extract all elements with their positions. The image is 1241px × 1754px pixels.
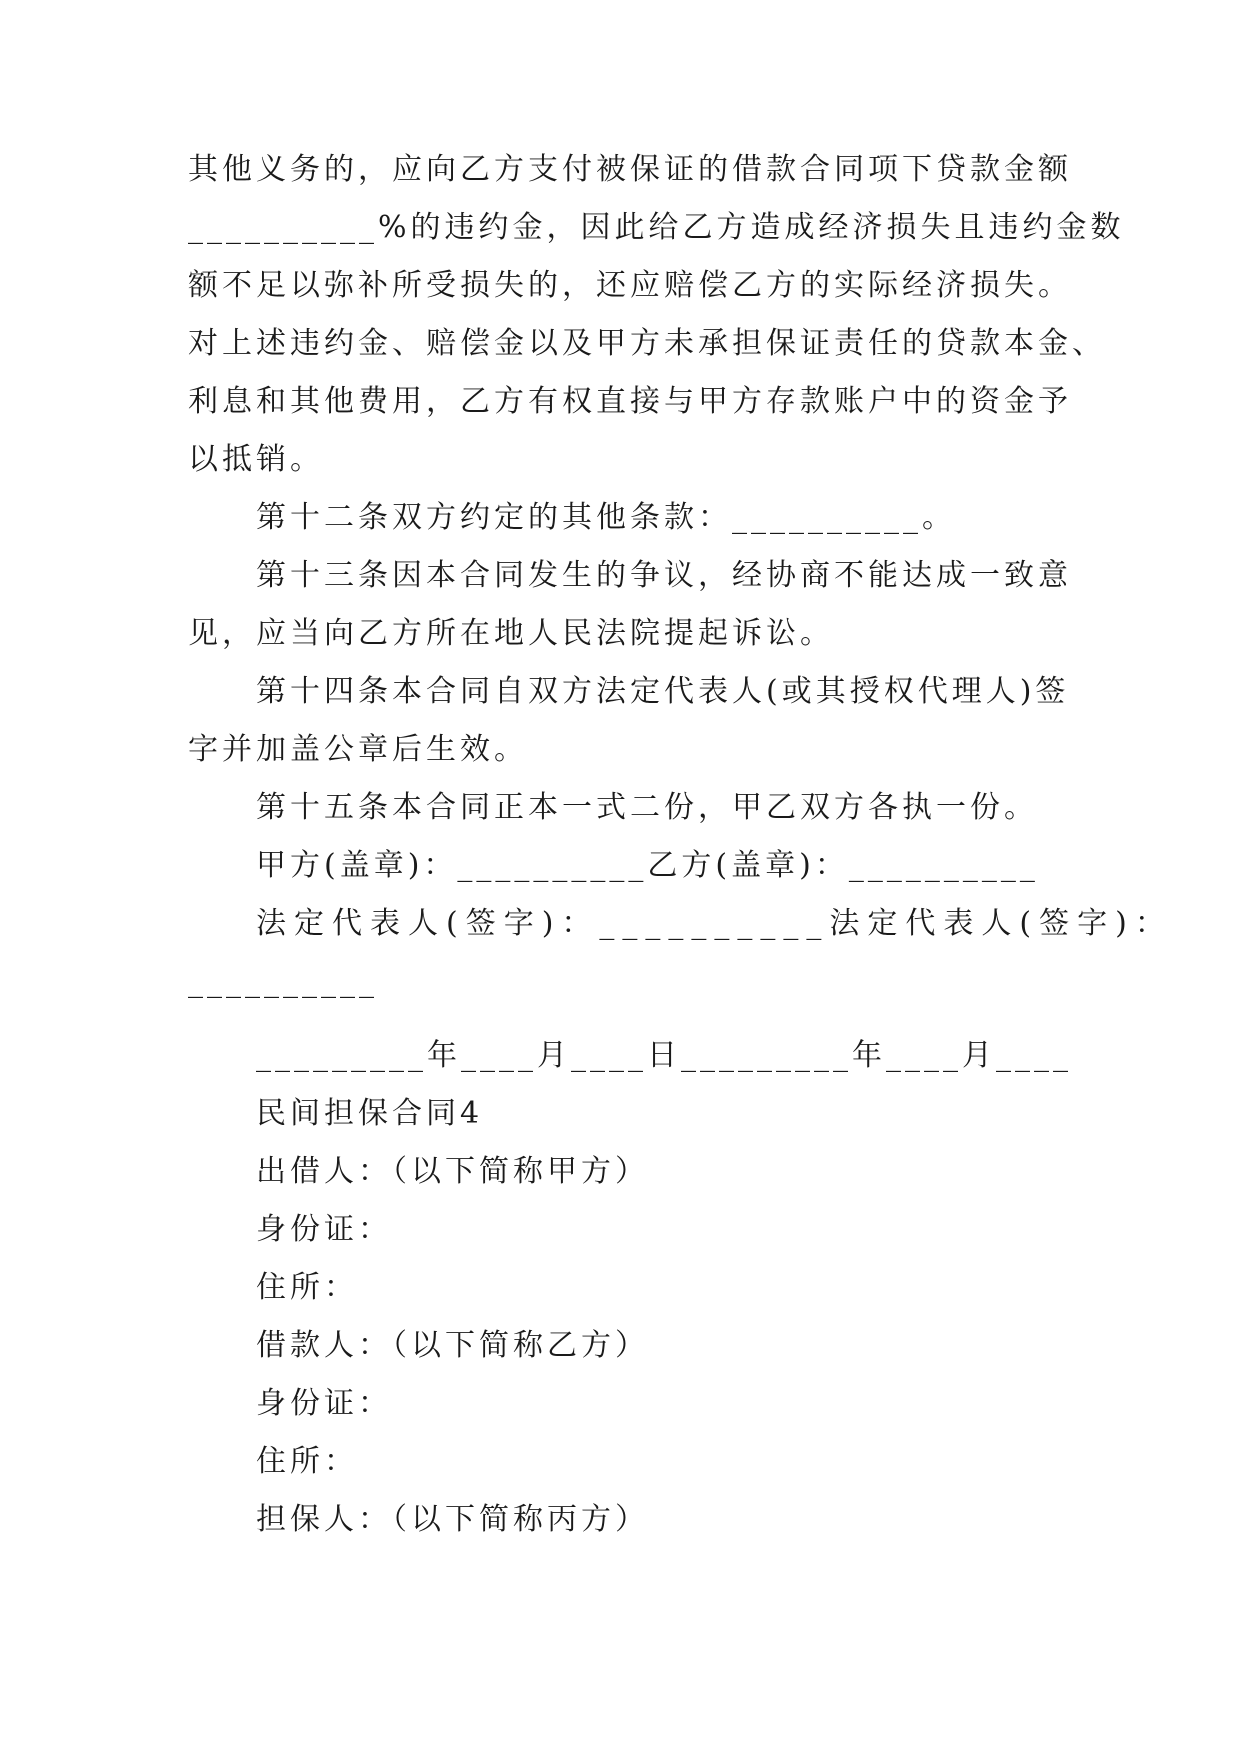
lender-id-label: 身份证：: [256, 1212, 392, 1247]
contract-title: 民间担保合同4: [256, 1096, 484, 1131]
paragraph-line: 对上述违约金、赔偿金以及甲方未承担保证责任的贷款本金、: [188, 326, 1106, 361]
clause-13: 第十三条因本合同发生的争议，经协商不能达成一致意: [256, 558, 1072, 593]
guarantor-label: 担保人：（以下简称丙方）: [256, 1502, 649, 1537]
paragraph-line: 其他义务的，应向乙方支付被保证的借款合同项下贷款金额: [188, 152, 1072, 187]
paragraph-line: 额不足以弥补所受损失的，还应赔偿乙方的实际经济损失。: [188, 268, 1072, 303]
representative-signature-line: 法定代表人(签字)：__________法定代表人(签字)：: [256, 906, 1173, 941]
clause-14: 第十四条本合同自双方法定代表人(或其授权代理人)签: [256, 674, 1070, 709]
paragraph-line: __________%的违约金，因此给乙方造成经济损失且违约金数: [188, 210, 1125, 245]
borrower-id-label: 身份证：: [256, 1386, 392, 1421]
paragraph-line: 字并加盖公章后生效。: [188, 732, 528, 767]
paragraph-line: 利息和其他费用，乙方有权直接与甲方存款账户中的资金予: [188, 384, 1072, 419]
lender-address-label: 住所：: [256, 1270, 358, 1305]
clause-12: 第十二条双方约定的其他条款：__________。: [256, 500, 956, 535]
borrower-address-label: 住所：: [256, 1444, 358, 1479]
lender-label: 出借人：（以下简称甲方）: [256, 1154, 649, 1189]
borrower-label: 借款人：（以下简称乙方）: [256, 1328, 649, 1363]
date-line: _________年____月____日_________年____月____: [256, 1038, 1072, 1073]
clause-15: 第十五条本合同正本一式二份，甲乙双方各执一份。: [256, 790, 1038, 825]
seal-line: 甲方(盖章)：__________乙方(盖章)：__________: [256, 848, 1039, 883]
paragraph-line: 见，应当向乙方所在地人民法院提起诉讼。: [188, 616, 834, 651]
paragraph-line: 以抵销。: [188, 442, 324, 477]
signature-blank: __________: [188, 964, 378, 999]
